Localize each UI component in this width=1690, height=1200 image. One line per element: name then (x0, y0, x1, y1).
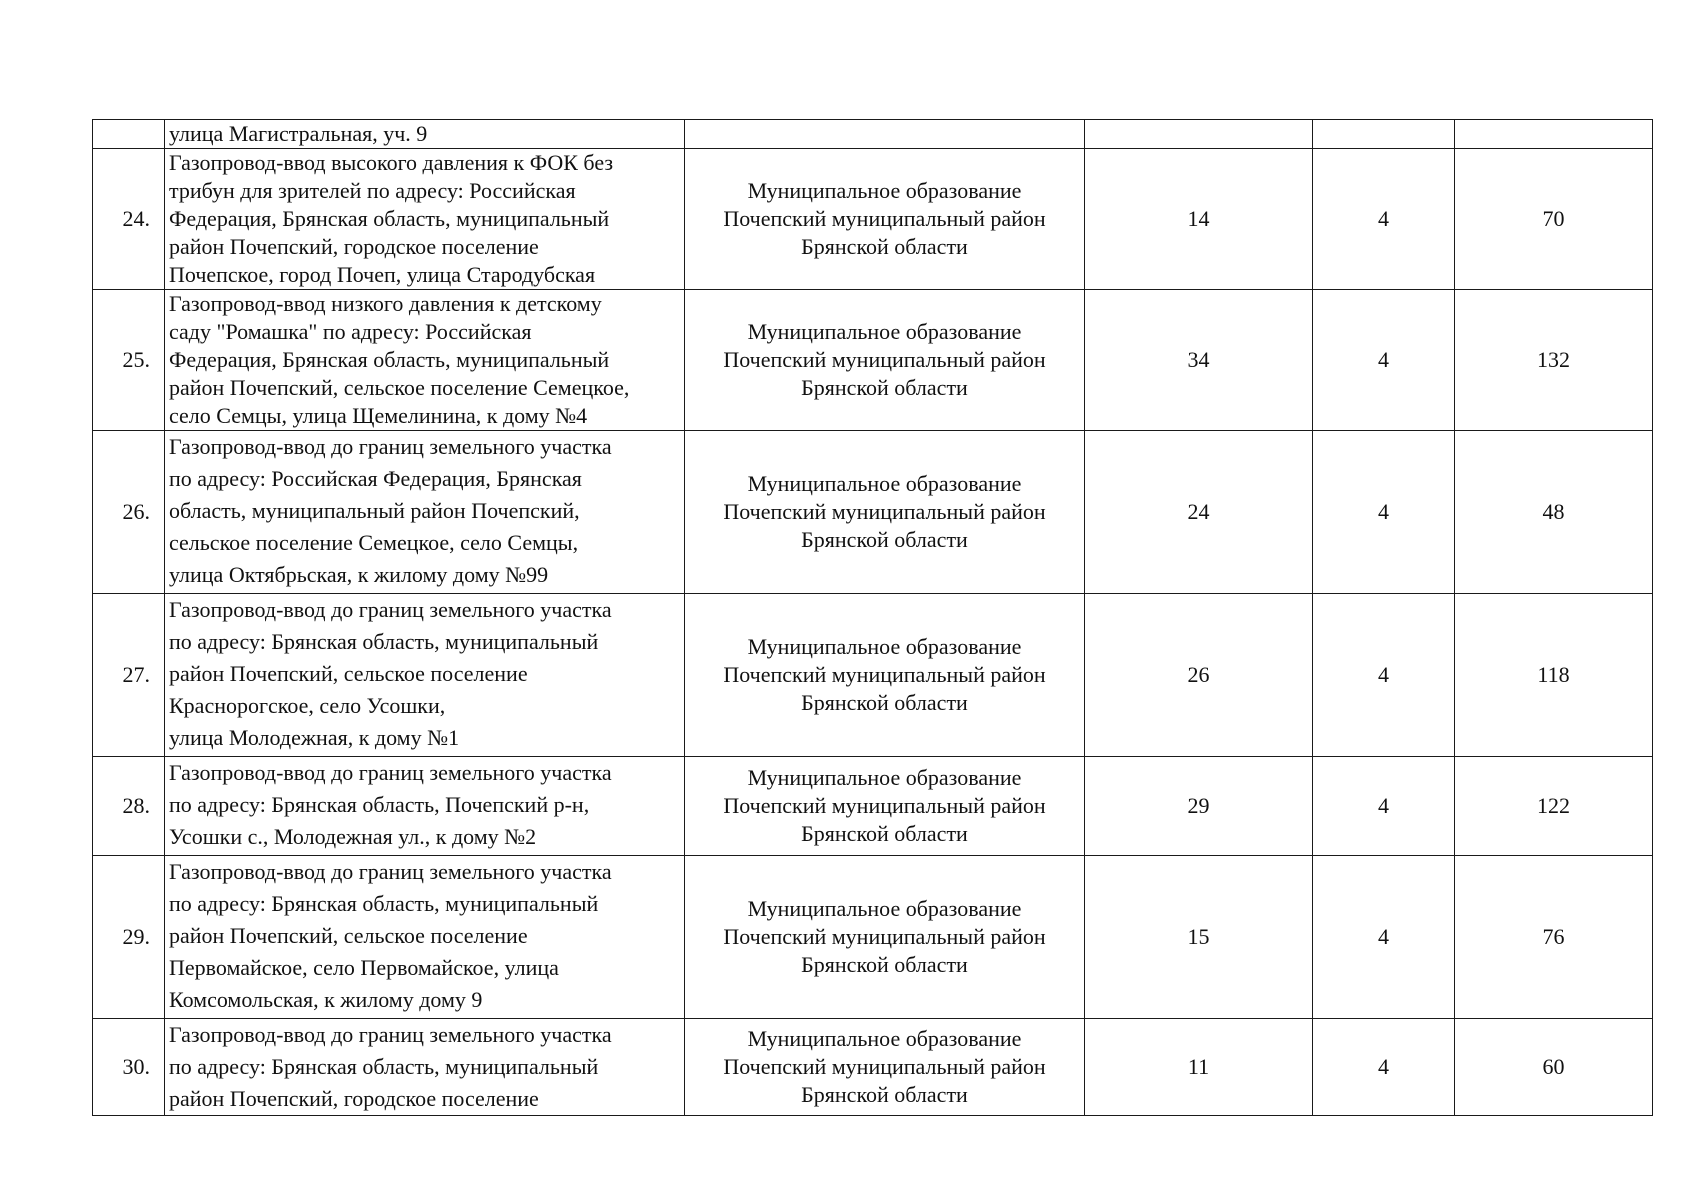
length-cell: 14 (1085, 149, 1313, 290)
table-row (93, 431, 1653, 594)
length-cell: 26 (1085, 594, 1313, 757)
area-cell (1455, 120, 1653, 149)
pressure-cell: 4 (1313, 594, 1455, 757)
table-row (93, 856, 1653, 1019)
row-number: 30. (93, 1019, 165, 1116)
row-number: 24. (93, 149, 165, 290)
length-cell: 15 (1085, 856, 1313, 1019)
pressure-cell: 4 (1313, 149, 1455, 290)
object-description: Газопровод-ввод до границ земельного участка по адресу: Брянская область, муниципальный район Почепский, сельское поселение Краснорогское, село Усошки, улица Молодежная, к дому №1 (165, 594, 685, 757)
table-row (93, 1019, 1653, 1116)
owner-cell: Муниципальное образование Почепский муниципальный район Брянской области (685, 290, 1085, 431)
area-cell: 122 (1455, 757, 1653, 856)
table-row (93, 120, 1653, 149)
area-cell: 76 (1455, 856, 1653, 1019)
objects-table (92, 119, 1653, 1116)
pressure-cell: 4 (1313, 856, 1455, 1019)
object-description: Газопровод-ввод до границ земельного участка по адресу: Брянская область, муниципальный район Почепский, сельское поселение Первомайское, село Первомайское, улица Комсомольская, к жилому дому 9 (165, 856, 685, 1019)
object-description: Газопровод-ввод до границ земельного участка по адресу: Брянская область, муниципальный район Почепский, городское поселение (165, 1019, 685, 1116)
pressure-cell: 4 (1313, 431, 1455, 594)
object-description: Газопровод-ввод высокого давления к ФОК без трибун для зрителей по адресу: Российская Федерация, Брянская область, муниципальный район Почепский, городское поселение Почепское, город Почеп, улица Стародубская (165, 149, 685, 290)
row-number: 25. (93, 290, 165, 431)
object-description: Газопровод-ввод низкого давления к детскому саду "Ромашка" по адресу: Российская Федерация, Брянская область, муниципальный район Почепский, сельское поселение Семецкое, село Семцы, улица Щемелинина, к дому №4 (165, 290, 685, 431)
row-number: 26. (93, 431, 165, 594)
area-cell: 70 (1455, 149, 1653, 290)
pressure-cell: 4 (1313, 757, 1455, 856)
row-number: 27. (93, 594, 165, 757)
length-cell (1085, 120, 1313, 149)
owner-cell: Муниципальное образование Почепский муниципальный район Брянской области (685, 757, 1085, 856)
pressure-cell: 4 (1313, 290, 1455, 431)
owner-cell (685, 120, 1085, 149)
row-number: 28. (93, 757, 165, 856)
area-cell: 132 (1455, 290, 1653, 431)
object-description: Газопровод-ввод до границ земельного участка по адресу: Российская Федерация, Брянская область, муниципальный район Почепский, сельское поселение Семецкое, село Семцы, улица Октябрьская, к жилому дому №99 (165, 431, 685, 594)
row-number (93, 120, 165, 149)
length-cell: 34 (1085, 290, 1313, 431)
pressure-cell: 4 (1313, 1019, 1455, 1116)
row-number: 29. (93, 856, 165, 1019)
length-cell: 29 (1085, 757, 1313, 856)
area-cell: 48 (1455, 431, 1653, 594)
owner-cell: Муниципальное образование Почепский муниципальный район Брянской области (685, 856, 1085, 1019)
length-cell: 24 (1085, 431, 1313, 594)
table-row (93, 594, 1653, 757)
table-row (93, 149, 1653, 290)
area-cell: 60 (1455, 1019, 1653, 1116)
owner-cell: Муниципальное образование Почепский муниципальный район Брянской области (685, 149, 1085, 290)
table-row (93, 757, 1653, 856)
area-cell: 118 (1455, 594, 1653, 757)
table-row (93, 290, 1653, 431)
owner-cell: Муниципальное образование Почепский муниципальный район Брянской области (685, 1019, 1085, 1116)
owner-cell: Муниципальное образование Почепский муниципальный район Брянской области (685, 594, 1085, 757)
owner-cell: Муниципальное образование Почепский муниципальный район Брянской области (685, 431, 1085, 594)
pressure-cell (1313, 120, 1455, 149)
object-description: улица Магистральная, уч. 9 (165, 120, 685, 149)
length-cell: 11 (1085, 1019, 1313, 1116)
object-description: Газопровод-ввод до границ земельного участка по адресу: Брянская область, Почепский р-н, Усошки с., Молодежная ул., к дому №2 (165, 757, 685, 856)
